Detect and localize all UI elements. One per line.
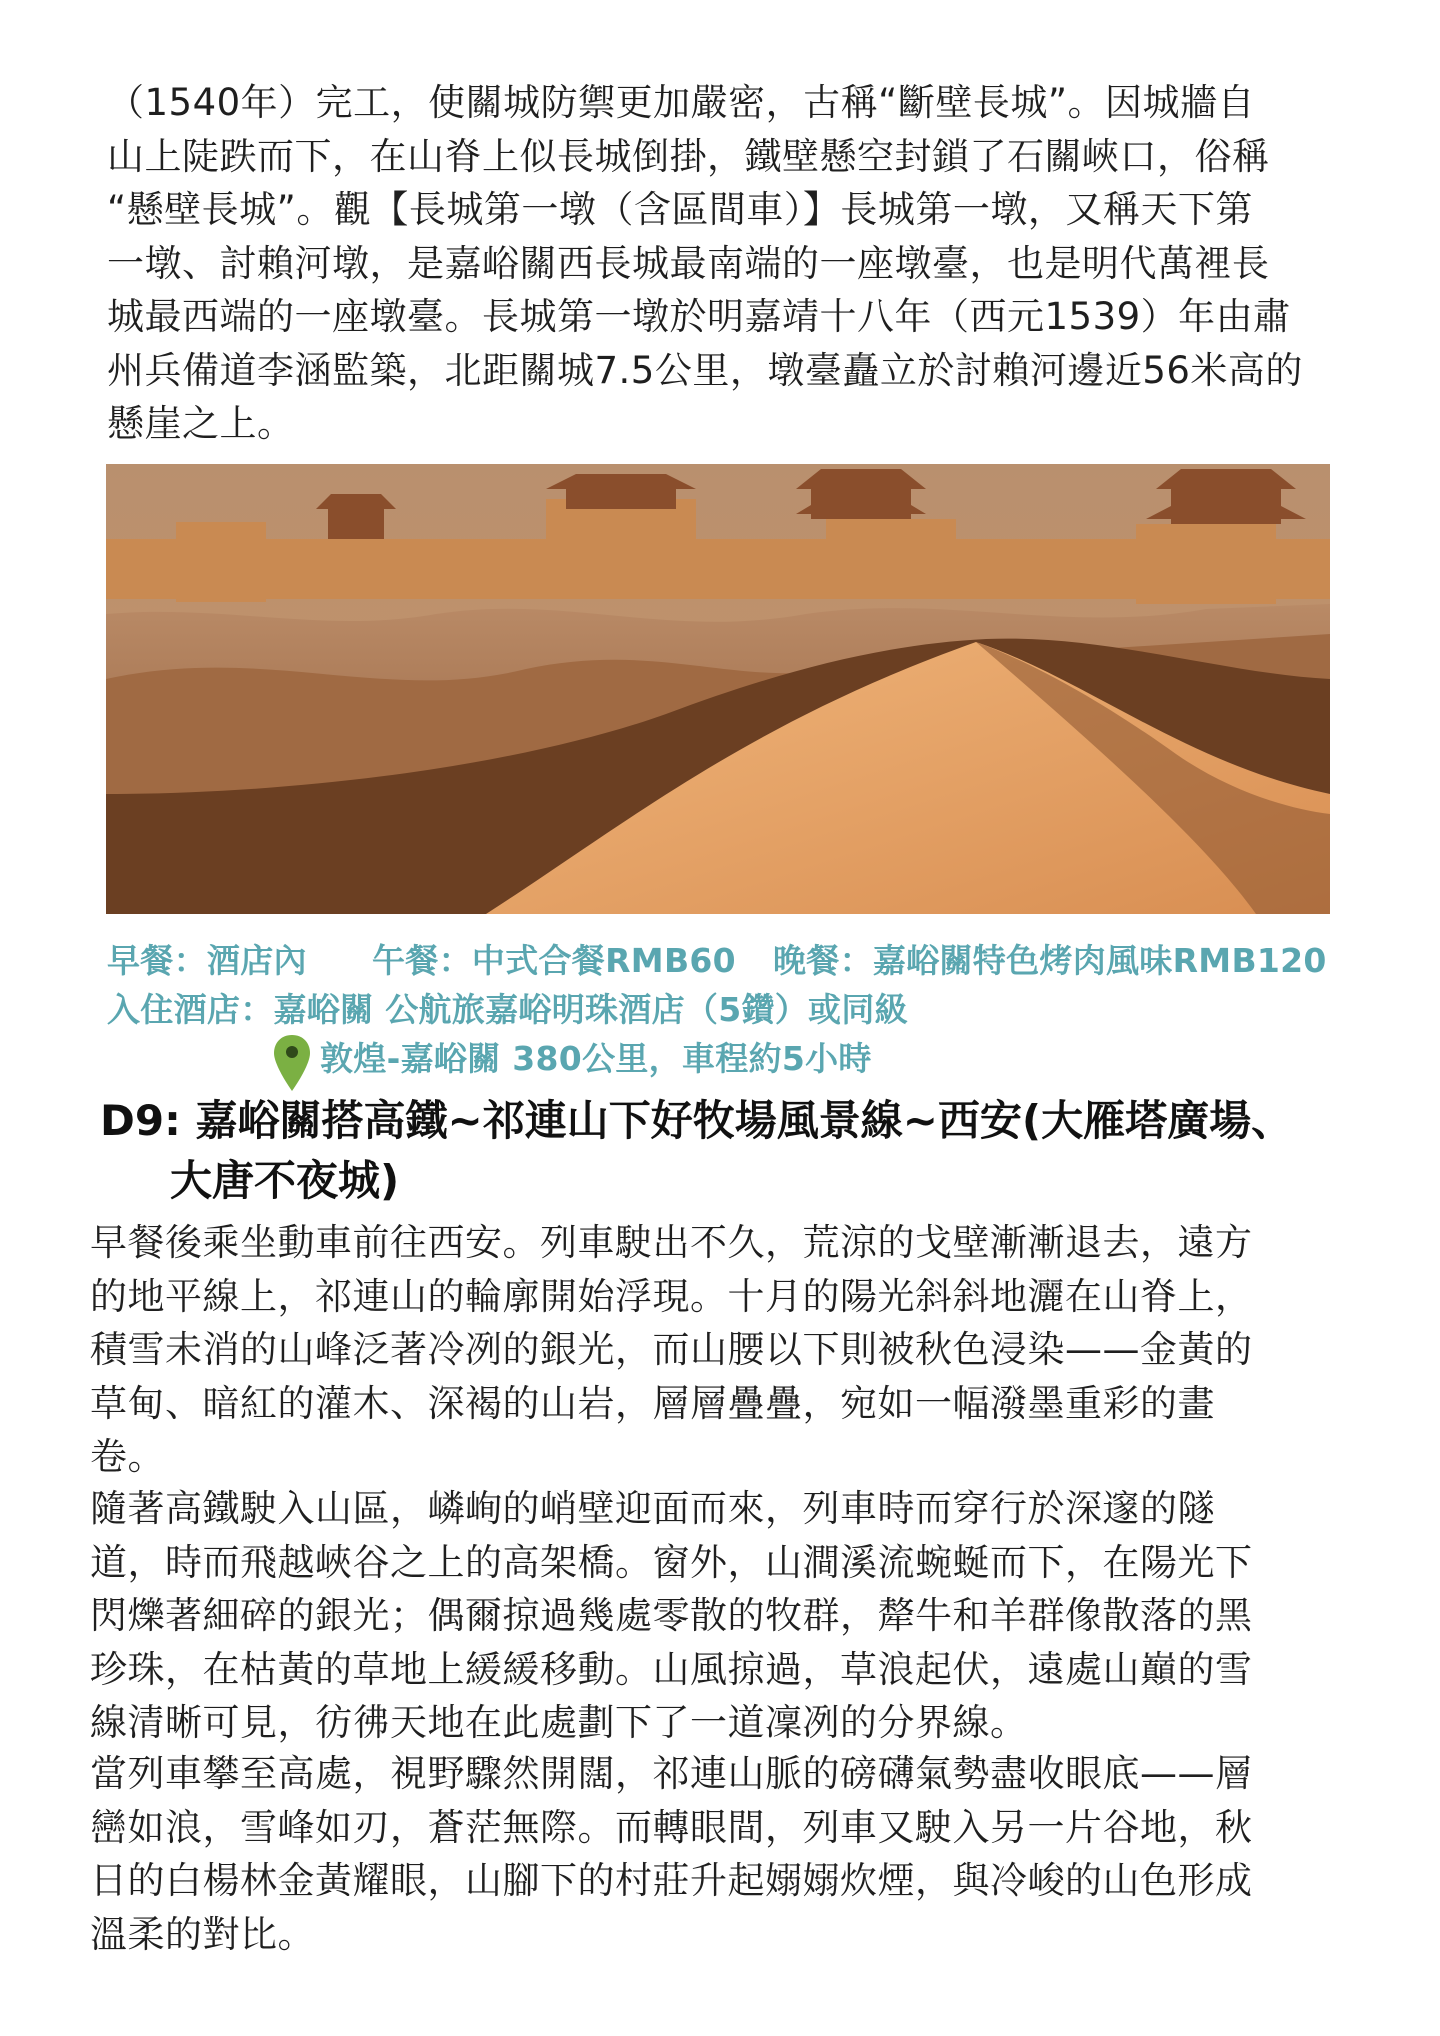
location-pin-icon	[272, 1033, 312, 1093]
desert-great-wall-photo	[106, 464, 1330, 914]
route-info: 敦煌-嘉峪關 380公里，車程約5小時	[320, 1039, 872, 1078]
paragraph-3: 當列車攀至高處，視野驟然開闊，祁連山脈的磅礴氣勢盡收眼底——層 巒如浪，雪峰如刃，蒼茫無際。而轉眼間，列車又駛入另一片谷地，秋 日的白楊林金黃耀眼，山腳下的村莊升起嫋嫋炊煙，與冷峻的山色形成 溫柔的對比。	[90, 1752, 1253, 1956]
day-title-line1: D9: 嘉峪關搭高鐵~祁連山下好牧場風景線~西安(大雁塔廣場、	[100, 1096, 1294, 1145]
lunch-info: 午餐：中式合餐RMB60	[372, 941, 736, 980]
day-title-line2: 大唐不夜城)	[170, 1156, 400, 1205]
breakfast-info: 早餐：酒店內	[107, 941, 307, 980]
dinner-info: 晚餐：嘉峪關特色烤肉風味RMB120	[773, 941, 1327, 980]
hotel-info: 入住酒店：嘉峪關 公航旅嘉峪明珠酒店（5鑽）或同級	[107, 990, 908, 1029]
paragraph-2: 隨著高鐵駛入山區，嶙峋的峭壁迎面而來，列車時而穿行於深邃的隧 道，時而飛越峽谷之上的高架橋。窗外，山澗溪流蜿蜒而下，在陽光下 閃爍著細碎的銀光；偶爾掠過幾處零散的牧群，犛牛和羊群像散落的黑 珍珠，在枯黃的草地上緩緩移動。山風掠過，草浪起伏，遠處山巔的雪 線清晰可見，彷彿天地在此處劃下了一道凜冽的分界線。	[90, 1487, 1253, 1744]
intro-paragraph: （1540年）完工，使關城防禦更加嚴密，古稱“斷壁長城”。因城牆自 山上陡跌而下，在山脊上似長城倒掛，鐵壁懸空封鎖了石關峽口，俗稱 “懸壁長城”。觀【長城第一墩（含區間車）】長城第一墩，又稱天下第 一墩、討賴河墩，是嘉峪關西長城最南端的一座墩臺，也是明代萬裡長 城最西端的一座墩臺。長城第一墩於明嘉靖十八年（西元1539）年由肅 州兵備道李涵監築，北距關城7.5公里，墩臺矗立於討賴河邊近56米高的 懸崖之上。	[107, 81, 1303, 445]
paragraph-1: 早餐後乘坐動車前往西安。列車駛出不久，荒涼的戈壁漸漸退去，遠方 的地平線上，祁連山的輪廓開始浮現。十月的陽光斜斜地灑在山脊上， 積雪未消的山峰泛著冷冽的銀光，而山腰以下則被秋色浸染——金黃的 草甸、暗紅的灌木、深褐的山岩，層層疊疊，宛如一幅潑墨重彩的畫 卷。	[90, 1221, 1253, 1478]
day-title	[100, 1091, 1350, 1211]
desert-photo-illustration	[106, 464, 1330, 914]
